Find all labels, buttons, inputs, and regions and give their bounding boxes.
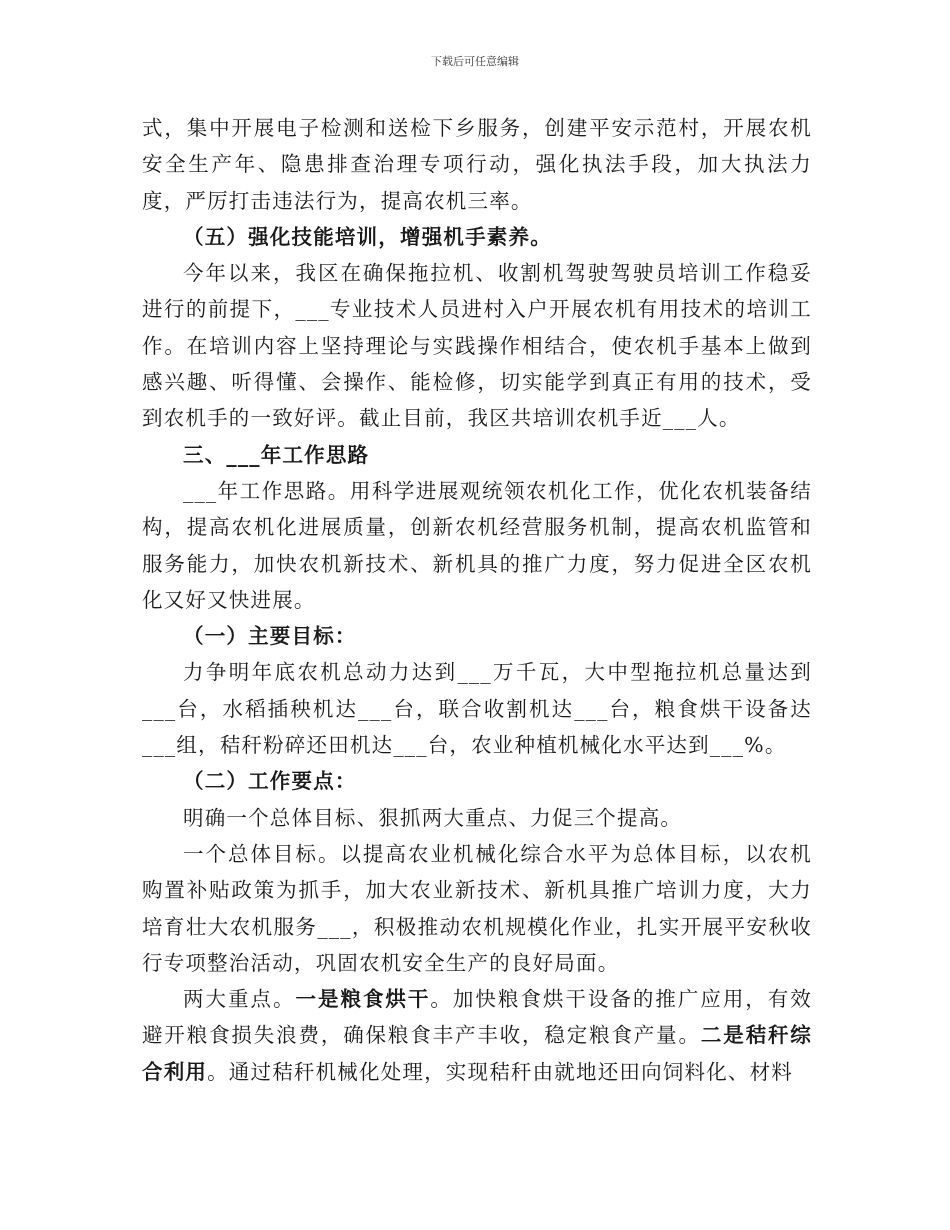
subheading-work-points: （二）工作要点：	[183, 769, 357, 794]
priority-one-text: 。加快粮食烘干设备的推广应用，有效避开粮食损失浪费，确保粮食丰产丰收，稳定粮食产量。	[142, 987, 812, 1048]
section-heading-3: 三、___年工作思路	[183, 442, 370, 467]
paragraph-overall-goal: 一个总体目标。以提高农业机械化综合水平为总体目标，以农机购置补贴政策为抓手，加大农业新技术、新机具推广培训力度，大力培育壮大农机服务___，积极推动农机规模化作业，扎实开展平安秋收行专项整治活动，巩固农机安全生产的良好局面。	[142, 841, 812, 975]
paragraph-training: 今年以来，我区在确保拖拉机、收割机驾驶驾驶员培训工作稳妥进行的前提下，___专业技术人员进村入户开展农机有用技术的培训工作。在培训内容上坚持理论与实践操作相结合，使农机手基本上做到感兴趣、听得懂、会操作、能检修，切实能学到真正有用的技术，受到农机手的一致好评。截止目前，我区共培训农机手近___人。	[142, 261, 812, 431]
document-body	[142, 110, 812, 1090]
page-header: 下载后可任意编辑	[431, 55, 519, 68]
priority-two: 二是秸秆综合利用	[142, 1023, 813, 1084]
paragraph-continuation: 式，集中开展电子检测和送检下乡服务，创建平安示范村，开展农机安全生产年、隐患排查治理专项行动，强化执法手段，加大执法力度，严厉打击违法行为，提高农机三率。	[142, 116, 812, 213]
subheading-main-goals: （一）主要目标：	[183, 624, 357, 649]
paragraph-two-priorities	[142, 981, 812, 1090]
priorities-lead: 两大重点。	[183, 987, 296, 1012]
priority-one: 一是粮食烘干	[295, 987, 431, 1012]
paragraph-goals: 力争明年底农机总动力达到___万千瓦，大中型拖拉机总量达到___台，水稻插秧机达___台，联合收割机达___台，粮食烘干设备达___组，秸秆粉碎还田机达___台，农业种植机械化水平达到___%。	[142, 660, 812, 758]
paragraph-work-ideas: ___年工作思路。用科学进展观统领农机化工作，优化农机装备结构，提高农机化进展质量，创新农机经营服务机制，提高农机监管和服务能力，加快农机新技术、新机具的推广力度，努力促进全区农机化又好又快进展。	[142, 478, 812, 612]
section-heading-5: （五）强化技能培训，增强机手素养。	[183, 224, 552, 249]
paragraph-overview: 明确一个总体目标、狠抓两大重点、力促三个提高。	[183, 805, 683, 830]
priority-two-text: 。通过秸秆机械化处理，实现秸秆由就地还田向饲料化、材料	[207, 1059, 794, 1084]
